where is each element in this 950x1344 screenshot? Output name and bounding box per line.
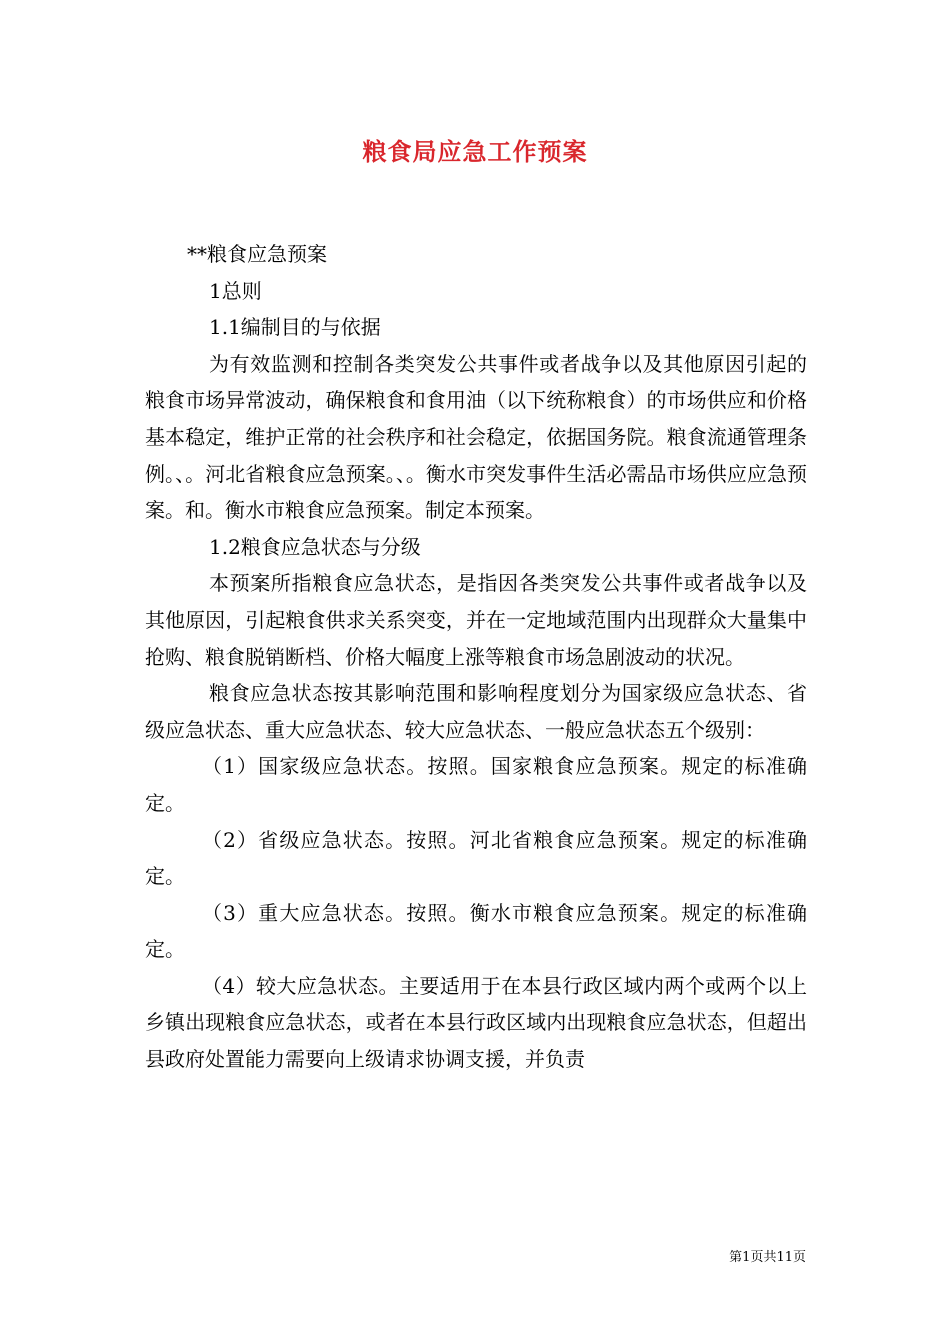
- page-number: 第1页共11页: [729, 1250, 806, 1265]
- paragraph-definition: 本预案所指粮食应急状态，是指因各类突发公共事件或者战争以及其他原因，引起粮食供求关系突变，并在一定地域范围内出现群众大量集中抢购、粮食脱销断档、价格大幅度上涨等粮食市场急剧波动的状况。: [145, 571, 807, 669]
- section-heading-grading: 1.2粮食应急状态与分级: [209, 534, 421, 559]
- section-heading-general: 1总则: [209, 278, 262, 303]
- paragraph-purpose: 为有效监测和控制各类突发公共事件或者战争以及其他原因引起的粮食市场异常波动，确保粮食和食用油（以下统称粮食）的市场供应和价格基本稳定，维护正常的社会秩序和社会稳定，依据国务院。粮食流通管理条例。、。河北省粮食应急预案。、。衡水市突发事件生活必需品市场供应应急预案。和。衡水市粮食应急预案。制定本预案。: [145, 351, 807, 523]
- list-item-level-2: （2）省级应急状态。按照。河北省粮食应急预案。规定的标准确定。: [145, 827, 807, 889]
- paragraph-levels: 粮食应急状态按其影响范围和影响程度划分为国家级应急状态、省级应急状态、重大应急状态、较大应急状态、一般应急状态五个级别：: [145, 681, 807, 742]
- section-heading-purpose: 1.1编制目的与依据: [209, 315, 381, 340]
- document-body: [145, 236, 807, 1078]
- list-item-level-1: （1）国家级应急状态。按照。国家粮食应急预案。规定的标准确定。: [145, 754, 807, 815]
- list-item-level-3: （3）重大应急状态。按照。衡水市粮食应急预案。规定的标准确定。: [145, 900, 807, 962]
- section-heading-preface: **粮食应急预案: [187, 242, 327, 266]
- list-item-level-4: （4）较大应急状态。主要适用于在本县行政区域内两个或两个以上乡镇出现粮食应急状态，或者在本县行政区域内出现粮食应急状态，但超出县政府处置能力需要向上级请求协调支援，并负责: [145, 973, 807, 1072]
- document-title: 粮食局应急工作预案: [362, 137, 588, 166]
